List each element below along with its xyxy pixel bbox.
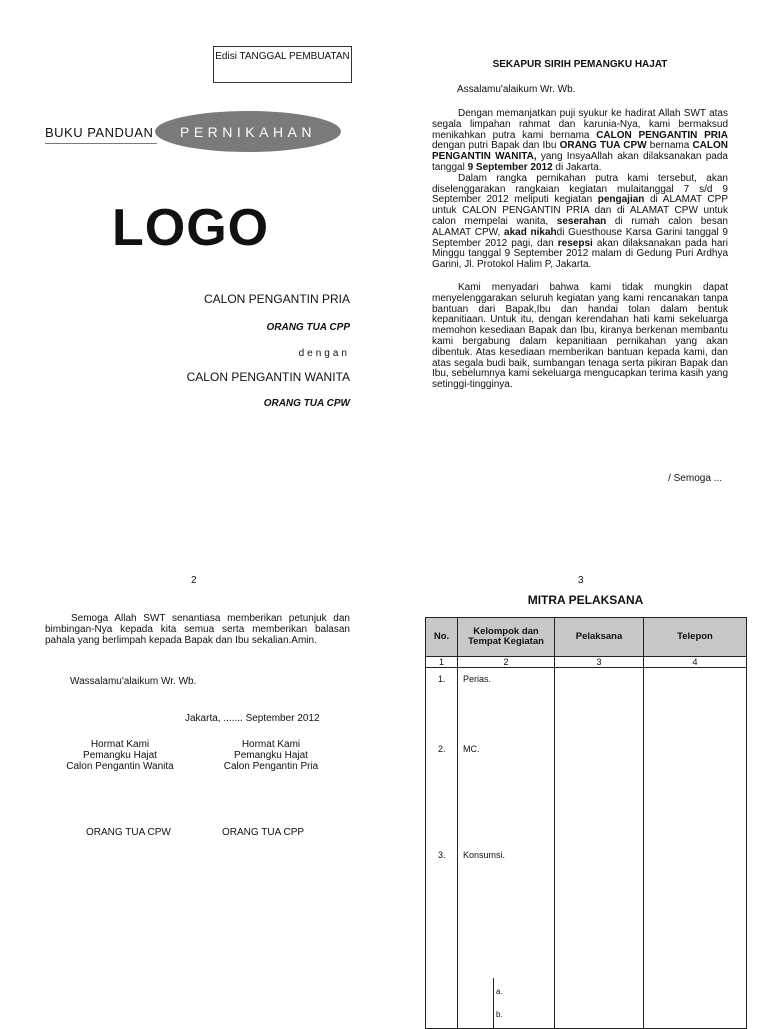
groom-name: CALON PENGANTIN PRIA	[203, 292, 350, 306]
foreword-body	[432, 109, 728, 391]
closing-paragraph: Semoga Allah SWT senantiasa memberikan petunjuk dan bimbingan-Nya kepada kita semua serta memberikan balasan pahala yang berlimpah kepada Bapak dan Ibu sekalian.Amin.	[45, 613, 350, 646]
name-right: ORANG TUA CPP	[222, 827, 305, 838]
mitra-title: MITRA PELAKSANA	[527, 593, 644, 607]
title-underline	[45, 143, 157, 144]
name-left: ORANG TUA CPW	[86, 827, 171, 838]
row-number: 3.	[438, 850, 446, 860]
col-number: 3	[555, 657, 644, 668]
continued-label: / Semoga ...	[668, 473, 722, 484]
row-activity: Perias.	[463, 674, 492, 684]
foreword-paragraph-2: Dalam rangka pernikahan putra kami tersebut, akan diselenggarakan rangkaian kegiatan mulaitanggal 7 s/d 9 September 2012 meliputi kegiatan pengajian di ALAMAT CPP untuk CALON PENGANTIN PRIA dan di ALAMAT CPW untuk calon mempelai wanita, seserahan di rumah calon besan ALAMAT CPW, akad nikahdi Guesthouse Karsa Garini tanggal 9 September 2012 pagi, dan resepsi akan dilaksanakan pada hari Minggu tanggal 9 September 2012 malam di Gedung Puri Ardhya Garini, Jl. Protokol Halim P, Jakarta.	[432, 172, 728, 271]
groom-parents: ORANG TUA CPP	[266, 322, 350, 333]
foreword-greeting: Assalamu'alaikum Wr. Wb.	[457, 84, 576, 95]
dengan-label: dengan	[298, 348, 350, 359]
row-activity: Konsumsi.	[463, 850, 506, 860]
row-activity: MC.	[463, 744, 480, 754]
header-no: No.	[426, 618, 458, 657]
sub-cell-divider	[493, 978, 554, 1028]
sub-item: a.	[496, 987, 503, 996]
place-date: Jakarta, ....... September 2012	[185, 713, 320, 724]
row-number: 2.	[438, 744, 446, 754]
pernikahan-label: PERNIKAHAN	[179, 123, 317, 140]
signature-right: Hormat Kami Pemangku Hajat Calon Pengantin Pria	[223, 739, 319, 772]
farewell-text: Wassalamu'alaikum Wr. Wb.	[70, 676, 197, 687]
pelaksana-column-cell	[555, 668, 644, 1029]
no-column-cell	[426, 668, 458, 1029]
page-number-2: 2	[191, 575, 197, 586]
col-number: 1	[426, 657, 458, 668]
pernikahan-badge	[155, 111, 341, 152]
header-pelaksana: Pelaksana	[555, 618, 644, 657]
sub-item: b.	[496, 1010, 503, 1019]
mitra-table	[425, 617, 747, 1029]
foreword-title: SEKAPUR SIRIH PEMANGKU HAJAT	[492, 59, 668, 70]
header-telepon: Telepon	[644, 618, 747, 657]
edition-box: Edisi TANGGAL PEMBUATAN	[213, 46, 352, 83]
foreword-paragraph-3: Kami menyadari bahwa kami tidak mungkin dapat menyelenggarakan seluruh kegiatan yang kami rencanakan tanpa bantuan dari Bapak,Ibu dan handai tolan dalam bentuk kepanitiaan. Untuk itu, dengan kerendahan hati kami sekeluarga memohon kesediaan Bapak dan Ibu, kiranya berkenan membantu kami bergabung dalam kepanitiaan pernikahan yang akan dibentuk. Atas kesediaan memberikan bantuan kepada kami, dan atas segala budi baik, sumbangan tenaga serta pikiran Bapak dan Ibu, sebelumnya kami sekeluarga mengucapkan terima kasih yang setinggi-tingginya.	[432, 281, 728, 391]
bride-parents: ORANG TUA CPW	[263, 398, 350, 409]
row-number: 1.	[438, 674, 446, 684]
bride-name: CALON PENGANTIN WANITA	[186, 370, 350, 384]
telepon-column-cell	[644, 668, 747, 1029]
logo-placeholder: LOGO	[112, 199, 270, 257]
header-kelompok: Kelompok dan Tempat Kegiatan	[458, 618, 555, 657]
buku-panduan-label: BUKU PANDUAN	[45, 125, 154, 140]
signature-left: Hormat Kami Pemangku Hajat Calon Pengantin Wanita	[66, 739, 174, 772]
col-number: 2	[458, 657, 555, 668]
col-number: 4	[644, 657, 747, 668]
foreword-paragraph-1: Dengan memanjatkan puji syukur ke hadirat Allah SWT atas segala limpahan rahmat dan karunia-Nya, kami bermaksud menikahkan putra kami bernama CALON PENGANTIN PRIA dengan putri Bapak dan Ibu ORANG TUA CPW bernama CALON PENGANTIN WANITA, yang InsyaAllah akan dilaksanakan pada tanggal 9 September 2012 di Jakarta.	[432, 108, 728, 173]
activity-column-cell	[458, 668, 555, 1029]
page-number-3: 3	[578, 575, 584, 586]
